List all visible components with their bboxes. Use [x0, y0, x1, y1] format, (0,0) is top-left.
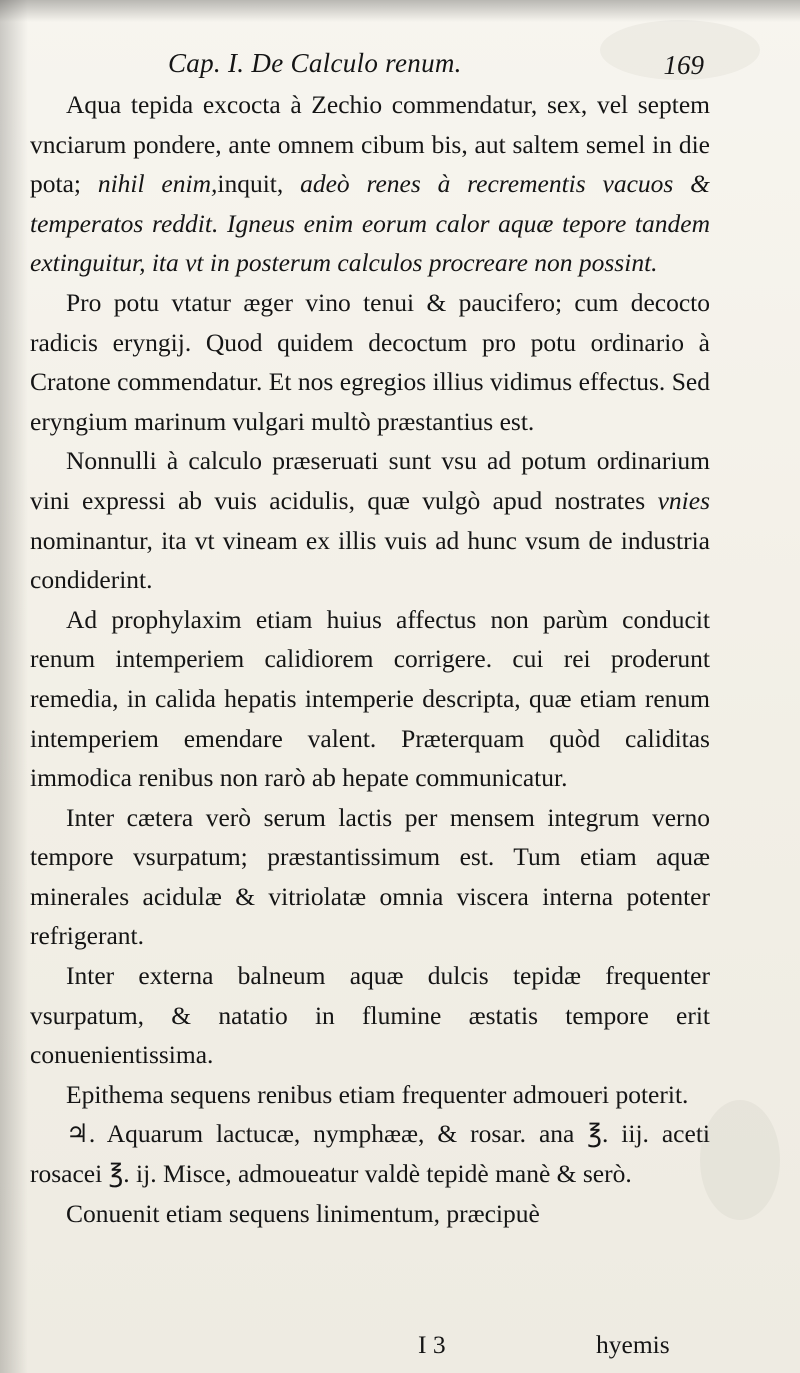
- paper-stain: [700, 1100, 780, 1220]
- text-segment: Aqua tepida excocta à Zechio commendatur, sex, vel septem vnciarum pondere, ante omnem cibum bis, aut saltem semel in die pota;: [30, 90, 710, 199]
- paragraph: [30, 798, 710, 956]
- italic-segment: vnies: [657, 485, 710, 515]
- text-segment: Inter externa balneum aquæ dulcis tepidæ frequenter vsurpatum, & natatio in flumine æstatis tempore erit conuenientissima.: [30, 961, 710, 1070]
- page-number: 169: [663, 50, 704, 80]
- catchword: hyemis: [596, 1330, 670, 1359]
- paragraph: [30, 85, 710, 283]
- paragraph: [30, 956, 710, 1075]
- text-segment: Pro potu vtatur æger vino tenui & paucifero; cum decocto radicis eryngij. Quod quidem decoctum pro potu ordinario à Cratone commendatur. Et nos egregios illius vidimus effectus. Sed eryngium marinum vulgari multò præstantius est.: [30, 287, 710, 436]
- running-title: Cap. I. De Calculo renum.: [168, 48, 462, 78]
- text-segment: Ad prophylaxim etiam huius affectus non parùm conducit renum intemperiem calidiorem corrigere. cui rei proderunt remedia, in calida hepatis intemperie descripta, quæ etiam renum intemperiem emendare valent. Præterquam quòd caliditas immodica renibus non rarò ab hepate communicatur.: [30, 604, 710, 793]
- text-segment: ♃. Aquarum lactucæ, nymphææ, & rosar. ana ℥. iij. aceti rosacei ℥. ij. Misce, admoueatur valdè tepidè manè & serò.: [30, 1119, 710, 1189]
- text-segment: Conuenit etiam sequens linimentum, præcipuè: [66, 1198, 540, 1228]
- body-text: [30, 85, 710, 1233]
- running-head: [168, 48, 708, 88]
- text-segment: inquit,: [217, 169, 301, 199]
- italic-segment: nihil enim,: [97, 169, 218, 199]
- page-footer: [0, 1330, 800, 1370]
- page-top-shadow: [0, 0, 800, 22]
- text-segment: Inter cætera verò serum lactis per mensem integrum verno tempore vsurpatum; præstantissimum est. Tum etiam aquæ minerales acidulæ & vitriolatæ omnia viscera interna potenter refrigerant.: [30, 802, 710, 951]
- recipe-paragraph: [30, 1114, 710, 1193]
- paragraph: [30, 1194, 710, 1234]
- italic-segment: adeò renes à recrementis vacuos & temperatos reddit. Igneus enim eorum calor aquæ tepore tandem extinguitur, ita vt in posterum calculos procreare non possint.: [30, 169, 710, 278]
- page-gutter-shadow: [0, 0, 28, 1373]
- signature-mark: I 3: [418, 1330, 446, 1359]
- text-segment: nominantur, ita vt vineam ex illis vuis ad hunc vsum de industria condiderint.: [30, 525, 710, 595]
- paragraph: [30, 600, 710, 798]
- text-segment: Nonnulli à calculo præseruati sunt vsu ad potum ordinarium vini expressi ab vuis acidulis, quæ vulgò apud nostrates: [30, 446, 710, 515]
- paragraph: [30, 283, 710, 441]
- paragraph: [30, 441, 710, 599]
- text-segment: Epithema sequens renibus etiam frequenter admoueri poterit.: [66, 1079, 689, 1109]
- paragraph: [30, 1075, 710, 1115]
